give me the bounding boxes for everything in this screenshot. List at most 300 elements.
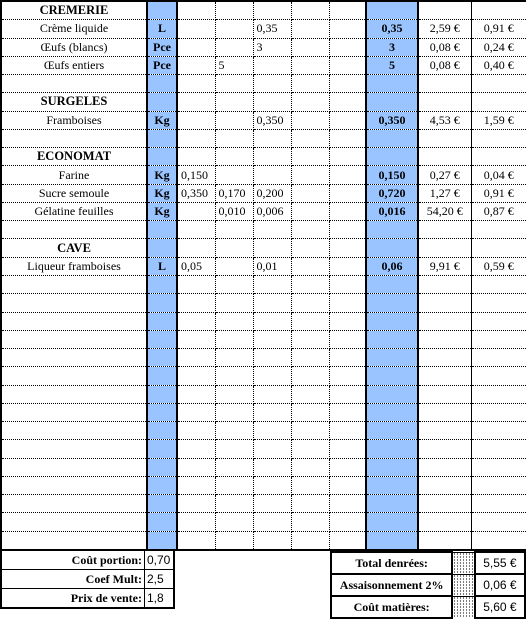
quantity-cell[interactable]: 0,05 (177, 257, 215, 275)
unit-price-cell[interactable] (418, 221, 471, 239)
unit-cell[interactable] (147, 385, 177, 403)
quantity-cell[interactable] (291, 275, 329, 293)
total-quantity-cell[interactable]: 0,35 (366, 20, 418, 38)
totals-value[interactable]: 5,60 € (475, 596, 525, 618)
quantity-cell[interactable] (329, 129, 366, 147)
quantity-cell[interactable] (329, 239, 366, 257)
ingredient-name[interactable] (1, 294, 147, 312)
quantity-cell[interactable] (291, 476, 329, 494)
line-cost-cell[interactable] (471, 367, 526, 385)
unit-price-cell[interactable] (418, 148, 471, 166)
quantity-cell[interactable] (291, 294, 329, 312)
ingredient-name[interactable] (1, 422, 147, 440)
line-cost-cell[interactable] (471, 495, 526, 513)
unit-price-cell[interactable]: 0,27 € (418, 166, 471, 184)
quantity-cell[interactable] (253, 513, 291, 531)
unit-price-cell[interactable] (418, 294, 471, 312)
total-quantity-cell[interactable] (366, 440, 418, 458)
total-quantity-cell[interactable] (366, 349, 418, 367)
quantity-cell[interactable] (291, 56, 329, 74)
line-cost-cell[interactable]: 0,59 € (471, 257, 526, 275)
quantity-cell[interactable] (329, 1, 366, 20)
unit-cell[interactable] (147, 513, 177, 531)
quantity-cell[interactable] (329, 166, 366, 184)
quantity-cell[interactable] (291, 531, 329, 550)
quantity-cell[interactable] (329, 202, 366, 220)
total-quantity-cell[interactable] (366, 148, 418, 166)
quantity-cell[interactable] (177, 440, 215, 458)
total-quantity-cell[interactable]: 0,720 (366, 184, 418, 202)
line-cost-cell[interactable] (471, 312, 526, 330)
ingredient-name[interactable]: Crème liquide (1, 20, 147, 38)
unit-price-cell[interactable]: 1,27 € (418, 184, 471, 202)
ingredient-name[interactable] (1, 330, 147, 348)
section-title[interactable]: CREMERIE (1, 1, 147, 20)
quantity-cell[interactable] (177, 221, 215, 239)
quantity-cell[interactable] (291, 75, 329, 93)
quantity-cell[interactable] (177, 513, 215, 531)
quantity-cell[interactable] (253, 148, 291, 166)
quantity-cell[interactable] (329, 221, 366, 239)
ingredient-name[interactable] (1, 312, 147, 330)
line-cost-cell[interactable]: 0,04 € (471, 166, 526, 184)
quantity-cell[interactable] (329, 38, 366, 56)
unit-cell[interactable]: Kg (147, 111, 177, 129)
quantity-cell[interactable] (329, 440, 366, 458)
unit-price-cell[interactable] (418, 75, 471, 93)
quantity-cell[interactable]: 5 (215, 56, 253, 74)
unit-cell[interactable] (147, 148, 177, 166)
total-quantity-cell[interactable] (366, 385, 418, 403)
quantity-cell[interactable] (253, 440, 291, 458)
unit-price-cell[interactable]: 4,53 € (418, 111, 471, 129)
ingredient-name[interactable] (1, 495, 147, 513)
quantity-cell[interactable] (329, 148, 366, 166)
quantity-cell[interactable] (215, 275, 253, 293)
quantity-cell[interactable] (177, 531, 215, 550)
unit-price-cell[interactable] (418, 495, 471, 513)
quantity-cell[interactable] (253, 403, 291, 421)
line-cost-cell[interactable] (471, 513, 526, 531)
totals-value[interactable]: 0,06 € (475, 574, 525, 596)
quantity-cell[interactable] (215, 367, 253, 385)
quantity-cell[interactable] (253, 349, 291, 367)
ingredient-name[interactable]: Farine (1, 166, 147, 184)
quantity-cell[interactable] (291, 184, 329, 202)
ingredient-name[interactable]: Framboises (1, 111, 147, 129)
total-quantity-cell[interactable]: 0,016 (366, 202, 418, 220)
quantity-cell[interactable] (329, 495, 366, 513)
unit-cell[interactable] (147, 312, 177, 330)
quantity-cell[interactable] (329, 531, 366, 550)
unit-cell[interactable] (147, 476, 177, 494)
line-cost-cell[interactable]: 0,91 € (471, 184, 526, 202)
quantity-cell[interactable] (253, 458, 291, 476)
unit-cell[interactable] (147, 403, 177, 421)
total-quantity-cell[interactable] (366, 294, 418, 312)
quantity-cell[interactable] (253, 1, 291, 20)
quantity-cell[interactable] (215, 20, 253, 38)
quantity-cell[interactable] (215, 38, 253, 56)
quantity-cell[interactable] (177, 56, 215, 74)
quantity-cell[interactable] (291, 1, 329, 20)
line-cost-cell[interactable]: 0,91 € (471, 20, 526, 38)
quantity-cell[interactable] (329, 294, 366, 312)
quantity-cell[interactable] (177, 312, 215, 330)
unit-price-cell[interactable] (418, 129, 471, 147)
total-quantity-cell[interactable] (366, 495, 418, 513)
quantity-cell[interactable] (291, 330, 329, 348)
line-cost-cell[interactable] (471, 275, 526, 293)
quantity-cell[interactable] (291, 202, 329, 220)
unit-cell[interactable] (147, 294, 177, 312)
quantity-cell[interactable] (253, 56, 291, 74)
unit-price-cell[interactable] (418, 330, 471, 348)
quantity-cell[interactable] (329, 367, 366, 385)
unit-price-cell[interactable] (418, 367, 471, 385)
quantity-cell[interactable]: 0,170 (215, 184, 253, 202)
quantity-cell[interactable]: 0,010 (215, 202, 253, 220)
quantity-cell[interactable] (215, 93, 253, 111)
ingredient-name[interactable] (1, 513, 147, 531)
line-cost-cell[interactable] (471, 1, 526, 20)
quantity-cell[interactable] (215, 440, 253, 458)
quantity-cell[interactable]: 0,350 (177, 184, 215, 202)
summary-value[interactable]: 0,70 (145, 551, 175, 570)
quantity-cell[interactable] (177, 275, 215, 293)
unit-cell[interactable]: Kg (147, 202, 177, 220)
quantity-cell[interactable] (177, 38, 215, 56)
unit-price-cell[interactable] (418, 312, 471, 330)
quantity-cell[interactable] (291, 495, 329, 513)
quantity-cell[interactable] (177, 294, 215, 312)
unit-cell[interactable] (147, 367, 177, 385)
quantity-cell[interactable] (291, 458, 329, 476)
ingredient-name[interactable] (1, 221, 147, 239)
quantity-cell[interactable] (291, 221, 329, 239)
line-cost-cell[interactable]: 0,40 € (471, 56, 526, 74)
quantity-cell[interactable] (329, 403, 366, 421)
line-cost-cell[interactable] (471, 403, 526, 421)
quantity-cell[interactable] (215, 458, 253, 476)
quantity-cell[interactable] (329, 275, 366, 293)
quantity-cell[interactable] (329, 349, 366, 367)
quantity-cell[interactable] (215, 312, 253, 330)
unit-cell[interactable]: Pce (147, 56, 177, 74)
section-title[interactable]: ECONOMAT (1, 148, 147, 166)
quantity-cell[interactable] (291, 257, 329, 275)
line-cost-cell[interactable] (471, 531, 526, 550)
ingredient-name[interactable] (1, 440, 147, 458)
unit-cell[interactable]: L (147, 20, 177, 38)
quantity-cell[interactable] (177, 330, 215, 348)
quantity-cell[interactable] (177, 403, 215, 421)
section-title[interactable]: CAVE (1, 239, 147, 257)
quantity-cell[interactable] (215, 221, 253, 239)
quantity-cell[interactable] (291, 20, 329, 38)
ingredient-name[interactable]: Liqueur framboises (1, 257, 147, 275)
quantity-cell[interactable] (329, 111, 366, 129)
unit-price-cell[interactable] (418, 385, 471, 403)
line-cost-cell[interactable] (471, 75, 526, 93)
unit-cell[interactable] (147, 1, 177, 20)
unit-cell[interactable]: L (147, 257, 177, 275)
quantity-cell[interactable] (291, 440, 329, 458)
quantity-cell[interactable] (215, 294, 253, 312)
quantity-cell[interactable] (215, 531, 253, 550)
quantity-cell[interactable] (253, 129, 291, 147)
unit-cell[interactable] (147, 495, 177, 513)
quantity-cell[interactable] (329, 385, 366, 403)
quantity-cell[interactable] (215, 148, 253, 166)
line-cost-cell[interactable] (471, 458, 526, 476)
line-cost-cell[interactable] (471, 440, 526, 458)
line-cost-cell[interactable] (471, 221, 526, 239)
ingredient-name[interactable]: Sucre semoule (1, 184, 147, 202)
total-quantity-cell[interactable] (366, 221, 418, 239)
quantity-cell[interactable] (177, 385, 215, 403)
line-cost-cell[interactable] (471, 148, 526, 166)
total-quantity-cell[interactable]: 5 (366, 56, 418, 74)
total-quantity-cell[interactable] (366, 1, 418, 20)
quantity-cell[interactable] (215, 239, 253, 257)
unit-price-cell[interactable] (418, 513, 471, 531)
quantity-cell[interactable] (215, 349, 253, 367)
quantity-cell[interactable] (253, 239, 291, 257)
unit-cell[interactable] (147, 275, 177, 293)
ingredient-name[interactable] (1, 531, 147, 550)
line-cost-cell[interactable] (471, 239, 526, 257)
quantity-cell[interactable] (215, 422, 253, 440)
ingredient-name[interactable] (1, 458, 147, 476)
total-quantity-cell[interactable] (366, 531, 418, 550)
line-cost-cell[interactable] (471, 385, 526, 403)
unit-cell[interactable] (147, 221, 177, 239)
unit-price-cell[interactable] (418, 440, 471, 458)
quantity-cell[interactable] (215, 513, 253, 531)
unit-price-cell[interactable] (418, 476, 471, 494)
quantity-cell[interactable] (329, 56, 366, 74)
quantity-cell[interactable]: 0,35 (253, 20, 291, 38)
total-quantity-cell[interactable] (366, 75, 418, 93)
ingredient-name[interactable] (1, 367, 147, 385)
totals-value[interactable]: 5,55 € (475, 552, 525, 574)
quantity-cell[interactable] (291, 111, 329, 129)
quantity-cell[interactable] (329, 458, 366, 476)
quantity-cell[interactable] (291, 129, 329, 147)
unit-cell[interactable] (147, 349, 177, 367)
quantity-cell[interactable] (329, 184, 366, 202)
quantity-cell[interactable] (215, 129, 253, 147)
quantity-cell[interactable] (253, 93, 291, 111)
quantity-cell[interactable] (253, 275, 291, 293)
quantity-cell[interactable] (215, 75, 253, 93)
quantity-cell[interactable] (329, 20, 366, 38)
quantity-cell[interactable] (215, 330, 253, 348)
unit-cell[interactable] (147, 129, 177, 147)
ingredient-name[interactable] (1, 403, 147, 421)
unit-price-cell[interactable]: 0,08 € (418, 56, 471, 74)
unit-cell[interactable] (147, 440, 177, 458)
quantity-cell[interactable] (329, 330, 366, 348)
unit-price-cell[interactable] (418, 349, 471, 367)
unit-cell[interactable] (147, 531, 177, 550)
unit-price-cell[interactable]: 9,91 € (418, 257, 471, 275)
quantity-cell[interactable] (177, 476, 215, 494)
total-quantity-cell[interactable] (366, 129, 418, 147)
quantity-cell[interactable] (291, 166, 329, 184)
unit-price-cell[interactable] (418, 93, 471, 111)
quantity-cell[interactable] (291, 312, 329, 330)
quantity-cell[interactable] (177, 148, 215, 166)
ingredient-name[interactable] (1, 476, 147, 494)
quantity-cell[interactable] (177, 129, 215, 147)
quantity-cell[interactable] (329, 422, 366, 440)
total-quantity-cell[interactable] (366, 476, 418, 494)
unit-cell[interactable]: Kg (147, 166, 177, 184)
quantity-cell[interactable] (253, 75, 291, 93)
quantity-cell[interactable] (329, 257, 366, 275)
unit-cell[interactable] (147, 458, 177, 476)
quantity-cell[interactable] (253, 312, 291, 330)
total-quantity-cell[interactable] (366, 275, 418, 293)
quantity-cell[interactable] (177, 349, 215, 367)
quantity-cell[interactable] (253, 476, 291, 494)
quantity-cell[interactable] (291, 93, 329, 111)
unit-price-cell[interactable] (418, 458, 471, 476)
unit-cell[interactable]: Pce (147, 38, 177, 56)
line-cost-cell[interactable] (471, 330, 526, 348)
quantity-cell[interactable]: 3 (253, 38, 291, 56)
quantity-cell[interactable] (253, 330, 291, 348)
quantity-cell[interactable]: 0,150 (177, 166, 215, 184)
quantity-cell[interactable] (215, 166, 253, 184)
unit-price-cell[interactable] (418, 275, 471, 293)
total-quantity-cell[interactable] (366, 422, 418, 440)
quantity-cell[interactable] (177, 367, 215, 385)
quantity-cell[interactable] (329, 93, 366, 111)
quantity-cell[interactable] (177, 422, 215, 440)
unit-cell[interactable] (147, 330, 177, 348)
total-quantity-cell[interactable] (366, 513, 418, 531)
unit-price-cell[interactable] (418, 239, 471, 257)
ingredient-name[interactable] (1, 75, 147, 93)
quantity-cell[interactable] (177, 75, 215, 93)
quantity-cell[interactable] (215, 385, 253, 403)
quantity-cell[interactable]: 0,01 (253, 257, 291, 275)
total-quantity-cell[interactable] (366, 458, 418, 476)
ingredient-name[interactable]: Œufs entiers (1, 56, 147, 74)
quantity-cell[interactable] (177, 111, 215, 129)
unit-price-cell[interactable] (418, 422, 471, 440)
total-quantity-cell[interactable]: 0,350 (366, 111, 418, 129)
summary-value[interactable]: 1,8 (145, 589, 175, 609)
quantity-cell[interactable] (177, 495, 215, 513)
quantity-cell[interactable] (291, 38, 329, 56)
quantity-cell[interactable] (177, 202, 215, 220)
unit-price-cell[interactable]: 54,20 € (418, 202, 471, 220)
quantity-cell[interactable] (253, 531, 291, 550)
quantity-cell[interactable] (253, 294, 291, 312)
quantity-cell[interactable] (177, 20, 215, 38)
summary-value[interactable]: 2,5 (145, 570, 175, 589)
quantity-cell[interactable] (253, 367, 291, 385)
quantity-cell[interactable]: 0,350 (253, 111, 291, 129)
quantity-cell[interactable] (215, 403, 253, 421)
quantity-cell[interactable] (215, 1, 253, 20)
unit-cell[interactable] (147, 93, 177, 111)
line-cost-cell[interactable]: 0,24 € (471, 38, 526, 56)
quantity-cell[interactable] (177, 93, 215, 111)
quantity-cell[interactable] (253, 422, 291, 440)
quantity-cell[interactable] (329, 312, 366, 330)
quantity-cell[interactable] (215, 476, 253, 494)
total-quantity-cell[interactable] (366, 367, 418, 385)
quantity-cell[interactable] (291, 349, 329, 367)
quantity-cell[interactable] (253, 221, 291, 239)
quantity-cell[interactable] (291, 422, 329, 440)
quantity-cell[interactable] (291, 367, 329, 385)
total-quantity-cell[interactable]: 3 (366, 38, 418, 56)
line-cost-cell[interactable] (471, 129, 526, 147)
line-cost-cell[interactable] (471, 476, 526, 494)
unit-price-cell[interactable] (418, 1, 471, 20)
unit-cell[interactable]: Kg (147, 184, 177, 202)
ingredient-name[interactable] (1, 349, 147, 367)
line-cost-cell[interactable]: 0,87 € (471, 202, 526, 220)
unit-price-cell[interactable] (418, 531, 471, 550)
quantity-cell[interactable] (291, 239, 329, 257)
quantity-cell[interactable] (329, 75, 366, 93)
line-cost-cell[interactable]: 1,59 € (471, 111, 526, 129)
quantity-cell[interactable] (215, 111, 253, 129)
ingredient-name[interactable]: Œufs (blancs) (1, 38, 147, 56)
quantity-cell[interactable] (177, 1, 215, 20)
quantity-cell[interactable] (253, 495, 291, 513)
line-cost-cell[interactable] (471, 93, 526, 111)
quantity-cell[interactable] (177, 458, 215, 476)
quantity-cell[interactable] (253, 166, 291, 184)
quantity-cell[interactable]: 0,200 (253, 184, 291, 202)
ingredient-name[interactable] (1, 385, 147, 403)
total-quantity-cell[interactable]: 0,150 (366, 166, 418, 184)
total-quantity-cell[interactable] (366, 93, 418, 111)
quantity-cell[interactable] (329, 476, 366, 494)
quantity-cell[interactable] (329, 513, 366, 531)
ingredient-name[interactable] (1, 129, 147, 147)
line-cost-cell[interactable] (471, 349, 526, 367)
quantity-cell[interactable] (253, 385, 291, 403)
unit-price-cell[interactable] (418, 403, 471, 421)
unit-price-cell[interactable]: 0,08 € (418, 38, 471, 56)
line-cost-cell[interactable] (471, 422, 526, 440)
total-quantity-cell[interactable]: 0,06 (366, 257, 418, 275)
unit-price-cell[interactable]: 2,59 € (418, 20, 471, 38)
ingredient-name[interactable]: Gélatine feuilles (1, 202, 147, 220)
quantity-cell[interactable] (291, 403, 329, 421)
quantity-cell[interactable] (177, 239, 215, 257)
line-cost-cell[interactable] (471, 294, 526, 312)
total-quantity-cell[interactable] (366, 312, 418, 330)
total-quantity-cell[interactable] (366, 403, 418, 421)
quantity-cell[interactable] (291, 148, 329, 166)
section-title[interactable]: SURGELES (1, 93, 147, 111)
ingredient-name[interactable] (1, 275, 147, 293)
unit-cell[interactable] (147, 75, 177, 93)
quantity-cell[interactable] (291, 513, 329, 531)
total-quantity-cell[interactable] (366, 330, 418, 348)
quantity-cell[interactable] (215, 257, 253, 275)
